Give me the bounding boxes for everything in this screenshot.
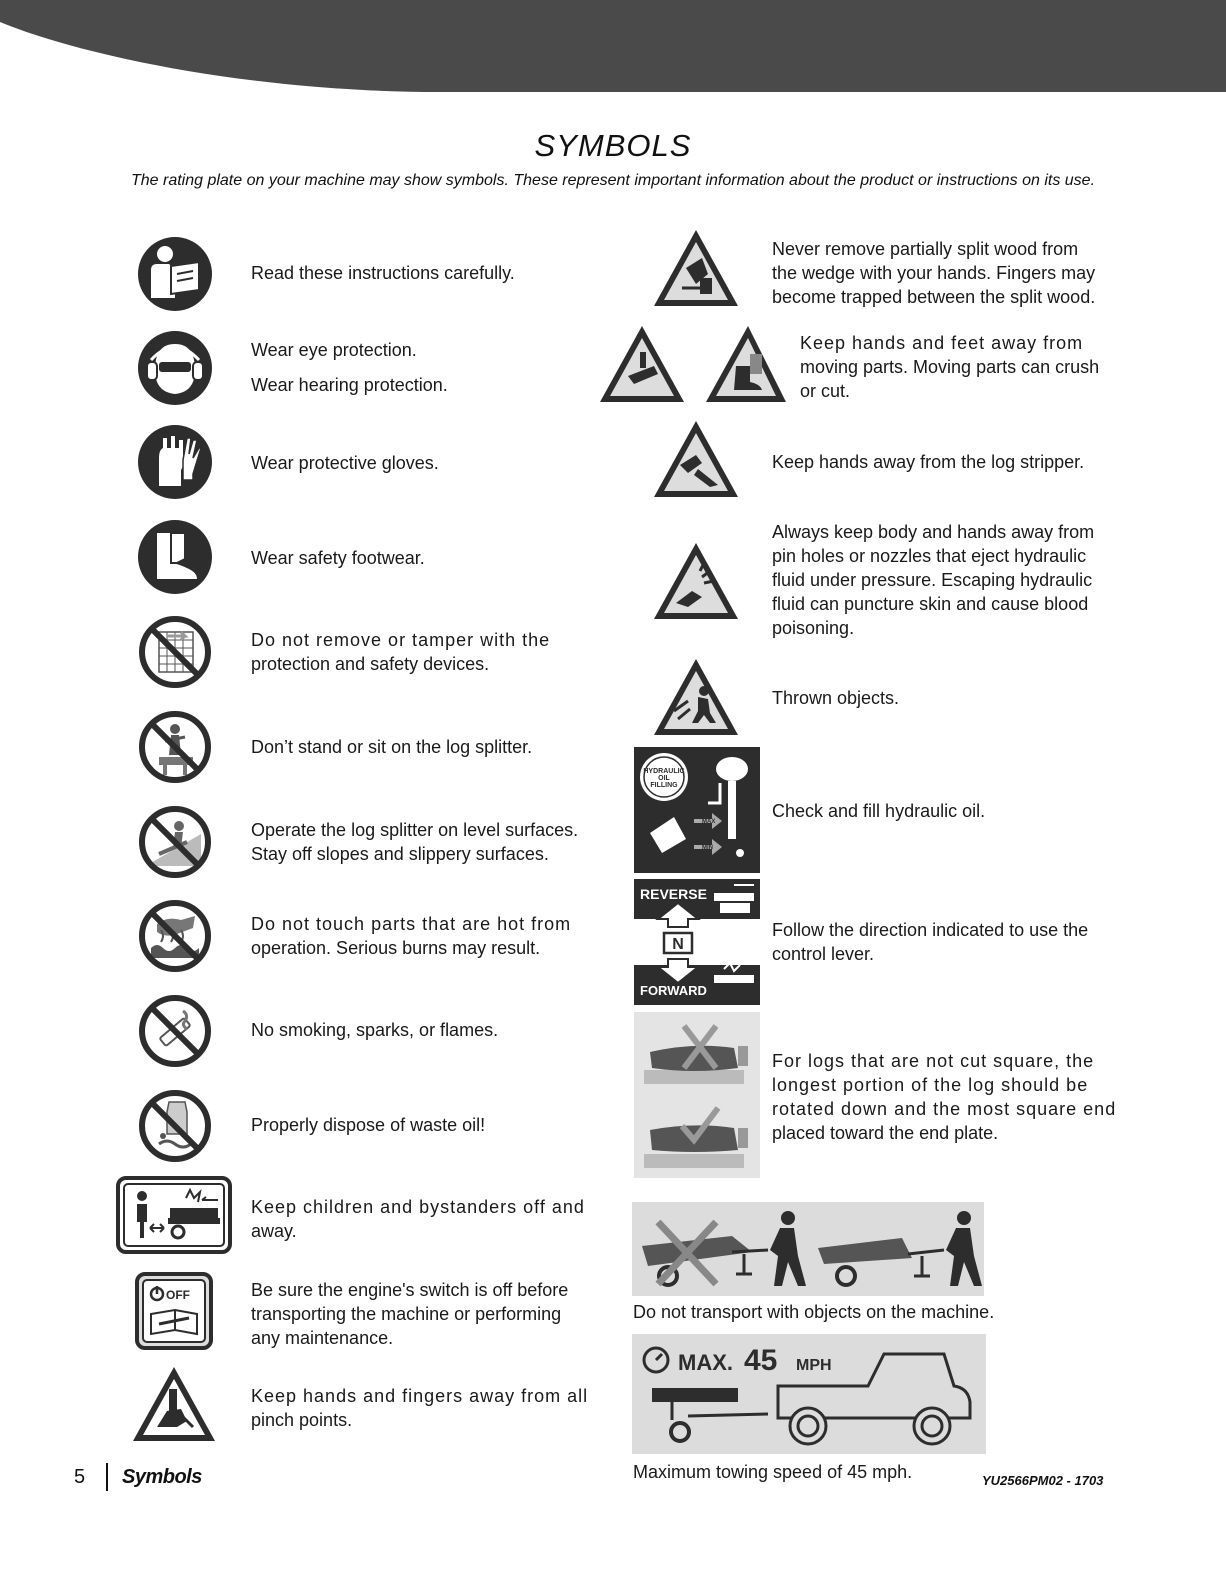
page-number: 5 bbox=[74, 1466, 86, 1488]
reverse-label: REVERSE bbox=[640, 886, 707, 902]
symbol-text-hot-surface: Do not touch parts that are hot from operation. Serious burns may result. bbox=[251, 914, 572, 958]
symbol-text-thrown-objects: Thrown objects. bbox=[772, 688, 900, 708]
max-speed-label: MAX. bbox=[678, 1350, 733, 1375]
document-code: YU2566PM02 - 1703 bbox=[982, 1473, 1104, 1488]
gloves-icon bbox=[137, 424, 213, 500]
no-tamper-icon bbox=[137, 614, 213, 690]
symbol-text-waste-oil: Properly dispose of waste oil! bbox=[251, 1115, 486, 1135]
engine-off-label: OFF bbox=[166, 1288, 190, 1302]
towing-caption: Maximum towing speed of 45 mph. bbox=[633, 1462, 913, 1482]
no-slope-icon bbox=[137, 804, 213, 880]
footer-section: Symbols bbox=[122, 1466, 202, 1488]
no-smoking-icon bbox=[137, 993, 213, 1069]
log-stripper-icon bbox=[652, 419, 740, 499]
symbol-text-hydraulic-fluid: Always keep body and hands away from pin holes or nozzles that eject hydraulic fluid under pressure. Escaping hydraulic fluid can puncture skin and cause blood poisoning. bbox=[772, 522, 1095, 638]
hydraulic-fluid-icon bbox=[652, 541, 740, 621]
waste-oil-icon bbox=[137, 1088, 213, 1164]
symbol-text-engine-off: Be sure the engine's switch is off before transporting the machine or performing any maintenance. bbox=[251, 1280, 569, 1348]
read-manual-icon bbox=[137, 236, 213, 312]
engine-off-icon bbox=[135, 1272, 213, 1350]
oil-label: OIL bbox=[658, 775, 670, 782]
hydraulic-label: HYDRAULIC bbox=[643, 768, 685, 775]
symbol-text-log-stripper: Keep hands away from the log stripper. bbox=[772, 452, 1085, 472]
forward-label: FORWARD bbox=[640, 983, 707, 998]
symbol-text-no-stand: Don’t stand or sit on the log splitter. bbox=[251, 737, 533, 757]
symbol-text-split-wood: Never remove partially split wood from the wedge with your hands. Fingers may become trapped between the split wood. bbox=[772, 239, 1096, 307]
symbol-text-bystanders: Keep children and bystanders off and away. bbox=[251, 1197, 585, 1241]
no-stand-icon bbox=[137, 709, 213, 785]
moving-parts-icon bbox=[598, 324, 788, 404]
hydraulic-oil-icon bbox=[634, 747, 760, 873]
symbol-text-gloves: Wear protective gloves. bbox=[251, 453, 439, 473]
symbol-text-hearing-protection: Wear hearing protection. bbox=[251, 375, 448, 395]
transport-caption: Do not transport with objects on the machine. bbox=[633, 1302, 995, 1322]
footwear-icon bbox=[137, 519, 213, 595]
symbol-text-no-tamper: Do not remove or tamper with the protection and safety devices. bbox=[251, 630, 551, 674]
control-lever-icon bbox=[634, 879, 760, 1005]
split-wood-warning-icon bbox=[652, 228, 740, 308]
no-transport-objects-icon bbox=[632, 1202, 984, 1296]
symbol-text-footwear: Wear safety footwear. bbox=[251, 548, 425, 568]
symbol-text-eye-protection: Wear eye protection. bbox=[251, 340, 417, 360]
page-subtitle: The rating plate on your machine may show symbols. These represent important information about the product or instructions on its use. bbox=[130, 172, 1096, 189]
towing-speed-icon bbox=[632, 1334, 986, 1454]
hot-surface-icon bbox=[137, 898, 213, 974]
header-banner bbox=[0, 0, 1226, 95]
thrown-objects-icon bbox=[652, 657, 740, 737]
symbol-text-moving-parts: Keep hands and feet away from moving parts. Moving parts can crush or cut. bbox=[800, 333, 1100, 401]
bystanders-icon bbox=[116, 1176, 232, 1254]
symbol-text-hydraulic-oil: Check and fill hydraulic oil. bbox=[772, 801, 986, 821]
log-placement-icon bbox=[634, 1012, 760, 1178]
page-title: SYMBOLS bbox=[534, 128, 692, 163]
max-label: MAX bbox=[702, 819, 716, 825]
speed-value: 45 bbox=[744, 1344, 778, 1377]
speed-unit: MPH bbox=[796, 1357, 832, 1374]
symbol-text-log-placement: For logs that are not cut square, the longest portion of the log should be rotated down and the most square end placed toward the end plate. bbox=[772, 1051, 1117, 1143]
symbol-text-control-lever: Follow the direction indicated to use the control lever. bbox=[772, 920, 1089, 964]
neutral-label: N bbox=[672, 936, 684, 953]
pinch-point-icon bbox=[131, 1365, 217, 1443]
min-label: MIN bbox=[702, 845, 713, 851]
symbol-text-pinch-point: Keep hands and fingers away from all pinch points. bbox=[251, 1386, 589, 1430]
eye-ear-protection-icon bbox=[137, 330, 213, 406]
symbol-text-no-slope: Operate the log splitter on level surfaces. Stay off slopes and slippery surfaces. bbox=[251, 820, 579, 864]
symbol-text-read-manual: Read these instructions carefully. bbox=[251, 263, 515, 283]
footer-divider bbox=[106, 1463, 108, 1491]
filling-label: FILLING bbox=[650, 782, 678, 789]
symbol-text-no-smoking: No smoking, sparks, or flames. bbox=[251, 1020, 499, 1040]
